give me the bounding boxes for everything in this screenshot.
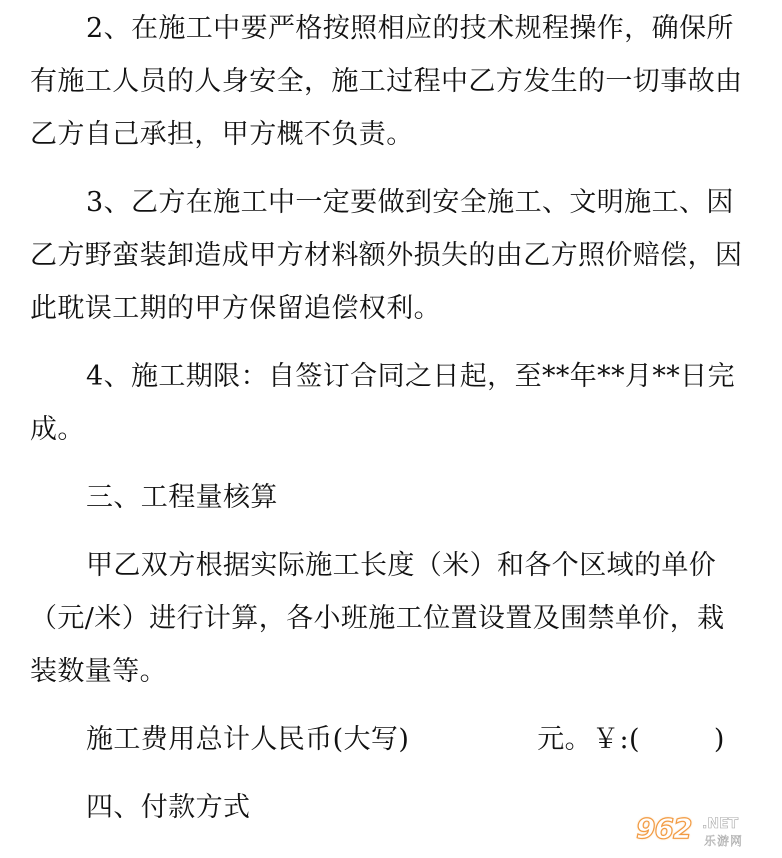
clause-2-line-1: 2、在施工中要严格按照相应的技术规程操作，确保所 (86, 13, 734, 44)
fee-close-paren: ) (713, 724, 725, 755)
watermark-domain: .NET (702, 816, 739, 832)
clause-2-line-3: 乙方自己承担，甲方概不负责。 (30, 119, 414, 150)
fee-label: 施工费用总计人民币(大写) (86, 724, 410, 755)
clause-4-line-1: 4、施工期限：自签订合同之日起，至**年**月**日完 (86, 361, 735, 392)
fee-unit: 元。￥:( (537, 724, 640, 755)
clause-4-line-2: 成。 (30, 414, 85, 445)
clause-3-line-1: 3、乙方在施工中一定要做到安全施工、文明施工、因 (86, 187, 734, 218)
watermark-subtitle: 乐游网 (704, 834, 744, 848)
site-watermark-logo (632, 810, 774, 848)
clause-3-line-3: 此耽误工期的甲方保留追偿权利。 (30, 293, 441, 324)
watermark-digits: 962 (636, 812, 692, 845)
clause-2-line-2: 有施工人员的人身安全，施工过程中乙方发生的一切事故由 (30, 66, 743, 97)
section-heading-payment: 四、付款方式 (86, 792, 251, 823)
clause-3-line-2: 乙方野蛮装卸造成甲方材料额外损失的由乙方照价赔偿，因 (30, 240, 743, 271)
section-heading-quantity: 三、工程量核算 (86, 482, 278, 513)
calc-line-1: 甲乙双方根据实际施工长度（米）和各个区域的单价 (86, 550, 717, 581)
calc-line-3: 装数量等。 (30, 656, 167, 687)
fee-line (86, 725, 725, 755)
calc-line-2: （元/米）进行计算，各小班施工位置设置及围禁单价，栽 (30, 603, 725, 634)
